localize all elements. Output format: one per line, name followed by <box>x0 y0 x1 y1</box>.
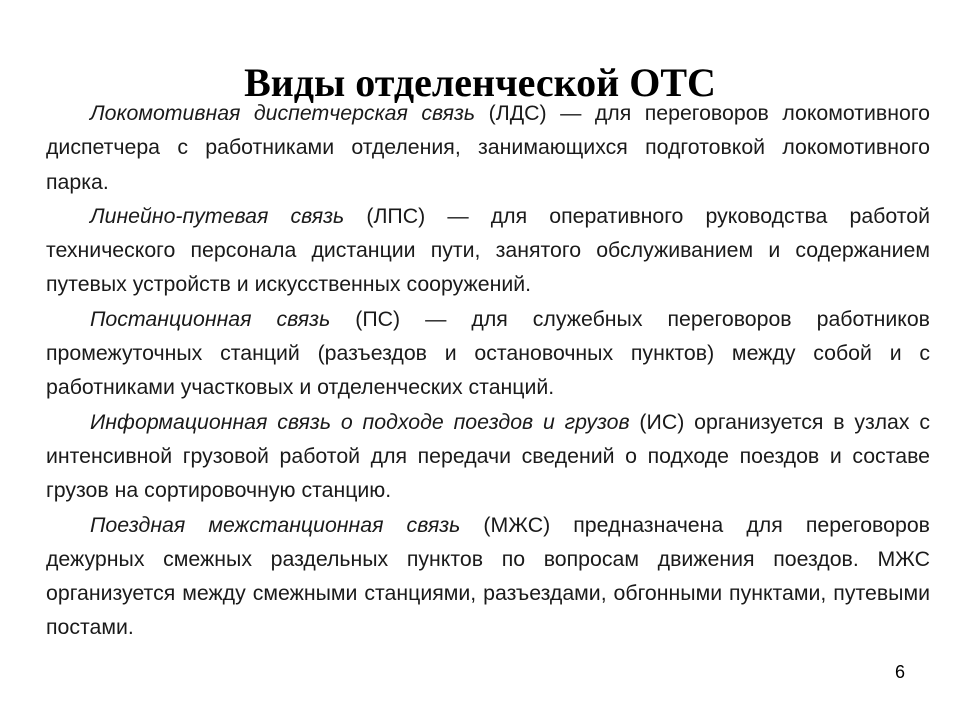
term-lps: Линейно-путевая связь <box>90 203 345 228</box>
term-ps: Постанционная связь <box>90 306 331 331</box>
paragraph-ps <box>46 302 930 405</box>
term-is: Информационная связь о подходе поездов и грузов <box>90 409 630 434</box>
description-is: (ИС) организуется в узлах с интенсивной грузовой работой для передачи сведений о подходе поездов и составе грузов на сортировочную станцию. <box>46 409 930 503</box>
slide-title: Виды отделенческой ОТС <box>244 59 716 105</box>
page-number: 6 <box>894 662 905 682</box>
paragraph-ldс <box>46 96 930 199</box>
term-mzhs: Поездная межстанционная связь <box>90 512 461 537</box>
term-ldс: Локомотивная диспетчерская связь <box>90 101 476 125</box>
scanned-text-block <box>46 96 930 645</box>
description-mzhs: (МЖС) предназначена для переговоров дежурных смежных раздельных пунктов по вопросам движения поездов. МЖС организуется между смежными станциями, разъездами, обгонными пунктами, путевыми постами. <box>46 512 930 640</box>
paragraph-lps <box>46 199 930 302</box>
description-ps: (ПС) — для служебных переговоров работников промежуточных станций (разъездов и остановочных пунктов) между собой и с работниками участковых и отделенческих станций. <box>46 306 930 400</box>
description-ldс: (ЛДС) — для переговоров локомотивного диспетчера с работниками отделения, занимающихся подготовкой локомотивного парка. <box>46 101 930 194</box>
paragraph-mzhs <box>46 508 930 645</box>
description-lps: (ЛПС) — для оперативного руководства работой технического персонала дистанции пути, занятого обслуживанием и содержанием путевых устройств и искусственных сооружений. <box>46 203 930 297</box>
paragraph-is <box>46 405 930 508</box>
